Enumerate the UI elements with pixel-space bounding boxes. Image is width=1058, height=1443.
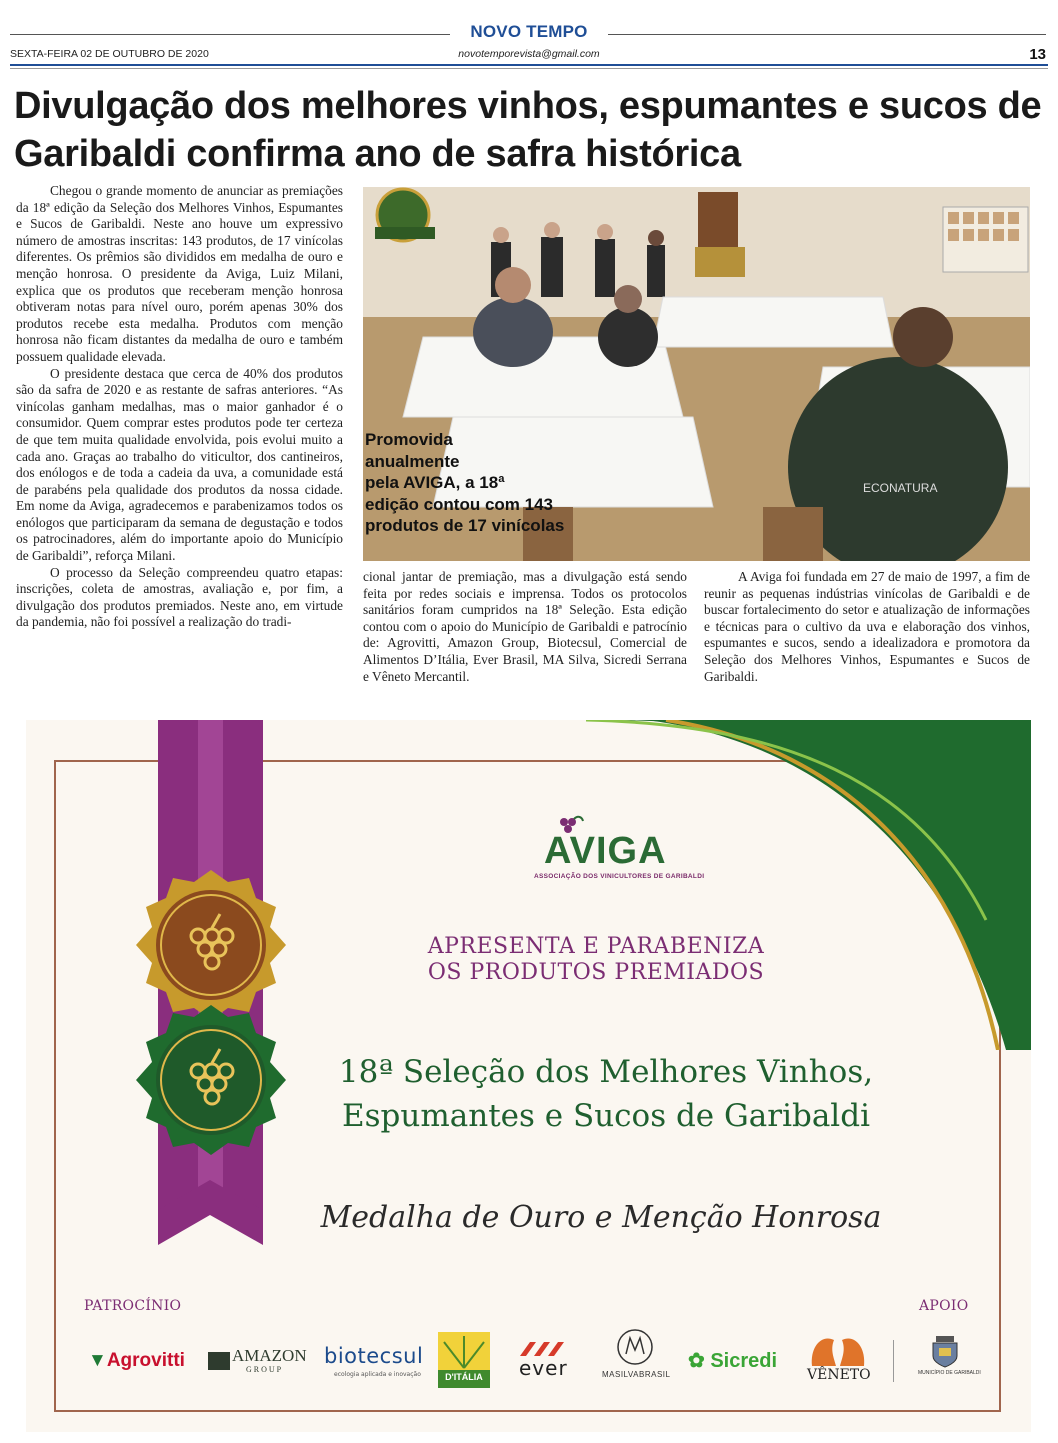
sponsor-amazon-sub: GROUP [246,1365,284,1374]
sponsor-name: Agrovitti [106,1350,185,1371]
contact-email[interactable]: novotemporevista@gmail.com [458,48,600,60]
article-column-3 [704,569,1030,685]
header-rule-thin [10,68,1048,69]
sponsor-veneto: VÊNETO [807,1367,871,1383]
veneto-lions-icon [808,1332,868,1368]
masilva-monogram-icon [616,1328,654,1366]
patrocinio-label: PATROCÍNIO [84,1298,182,1314]
ad-selecao-title [326,1050,886,1138]
ad-medalha: Medalha de Ouro e Menção Honrosa [320,1200,882,1235]
apoio-municipio: MUNICÍPIO DE GARIBALDI [918,1370,981,1376]
green-medal-grapes-icon [136,1005,286,1155]
sicredi-flower-icon: ✿ [688,1350,705,1372]
agrovitti-v-icon: ▼ [88,1350,107,1371]
aviga-advertisement [26,720,1031,1432]
caption-line: Promovida [365,430,453,449]
sponsor-ever: ever [519,1356,568,1380]
sponsor-name: Sicredi [710,1350,778,1372]
amazon-logo-icon [208,1352,230,1370]
sponsor-amazon: AMAZON [232,1346,307,1365]
page-number: 13 [1029,46,1046,63]
gold-medal-grapes-icon [136,870,286,1020]
photo-caption [365,429,564,537]
article-headline [14,82,1044,178]
sponsor-biotecsul-sub: ecologia aplicada e inovação [334,1371,421,1378]
sponsor-biotecsul: biotecsul [324,1344,424,1368]
caption-line: produtos de 17 vinícolas [365,516,565,535]
selecao-line: 18ª Seleção dos Melhores Vinhos, [338,1054,874,1090]
article-column-1 [16,183,343,631]
header-rule-blue [10,64,1048,66]
sponsor-ditalia: D'ITÁLIA [445,1372,483,1382]
paragraph: O presidente destaca que cerca de 40% dos produtos são da safra de 2020 e as restante de safras anteriores. “As vinícolas ganham medalhas, mas o maior ganhador é o consumidor. Quem comprar estes produtos pode ter certeza de que tem muita qualidade envolvida, pois evolui muito a cada ano. Graças ao trabalho do viticultor, dos cantineiros, dos enólogos e de toda a cadeia da uva, a comunidade está de parabéns pela qualidade dos produtos da nossa cidade. Em nome da Aviga, agradecemos e parabenizamos todos os enólogos que participaram da semana de degustação e todos os patrocinadores, além do importante apoio do Município de Garibaldi”, reforça Milani. [16,365,343,564]
headline-line-2: Garibaldi confirma ano de safra histórica [14,133,741,175]
ad-apresenta [396,934,796,986]
aviga-logo: AVIGA [544,830,667,872]
apoio-label: APOIO [919,1298,969,1314]
paragraph: Chegou o grande momento de anunciar as premiações da 18ª edição da Seleção dos Melhores Vinhos, Espumantes e Sucos de Garibaldi. Neste ano houve um expressivo número de amostras inscritas: 143 produtos, de 17 vinícolas diferentes. Os prêmios são divididos em medalha de ouro e menção honrosa. O presidente da Aviga, Luiz Milani, explica que os produtos que receberam menção honrosa obtiveram notas para nível ouro, porém apenas 30% dos produtos recebe esta medalha. Produtos com menção honrosa não ficam distantes da medalha de ouro e também possuem qualidade elevada. [16,183,343,364]
ever-stripes-icon [516,1342,568,1356]
sponsor-divider [893,1340,894,1382]
article-column-2 [363,569,687,685]
apresenta-line: APRESENTA E PARABENIZA [427,934,765,959]
apresenta-line: OS PRODUTOS PREMIADOS [427,960,765,985]
masthead: NOVO TEMPO [470,22,588,41]
sponsor-masilva: MASILVABRASIL [602,1370,671,1379]
jacket-text: ECONATURA [863,481,938,495]
caption-line: edição contou com 143 [365,494,553,514]
caption-line: anualmente [365,451,460,471]
sponsor-sicredi [688,1348,777,1373]
paragraph: O processo da Seleção compreendeu quatro etapas: inscrições, coleta de amostras, avaliação e, por fim, a divulgação dos produtos premiados. Neste ano, em virtude da pandemia, não foi possível a realização do tradi- [16,564,343,630]
selecao-line: Espumantes e Sucos de Garibaldi [342,1098,870,1134]
headline-line-1: Divulgação dos melhores vinhos, espumantes e sucos de [14,85,1042,127]
caption-line: pela AVIGA, a 18ª [365,473,505,492]
garibaldi-coat-of-arms-icon [930,1336,960,1368]
issue-date: SEXTA-FEIRA 02 DE OUTUBRO DE 2020 [10,48,209,60]
paragraph: cional jantar de premiação, mas a divulgação está sendo feita por redes sociais e imprensa. Todos os protocolos sanitários foram cumpridos na 18ª Seleção. Esta edição contou com o apoio do Município de Garibaldi e patrocínio de: Agrovitti, Amazon Group, Biotecsul, Comercial de Alimentos D’Itália, Ever Brasil, MA Silva, Sicredi Serrana e Vêneto Mercantil. [363,569,687,684]
paragraph: A Aviga foi fundada em 27 de maio de 1997, a fim de reunir as pequenas indústrias vinícolas de Garibaldi e de buscar fortalecimento do setor e atualização de informações e técnicas para o cultivo da uva e elaboração dos vinhos, espumantes e sucos, sendo a idealizadora e promotora da Seleção dos Melhores Vinhos, Espumantes e Sucos de Garibaldi. [704,569,1030,684]
green-swoosh-decoration [586,720,1031,1050]
sponsor-agrovitti [88,1350,185,1372]
aviga-logo-subtitle: ASSOCIAÇÃO DOS VINICULTORES DE GARIBALDI [534,873,705,880]
